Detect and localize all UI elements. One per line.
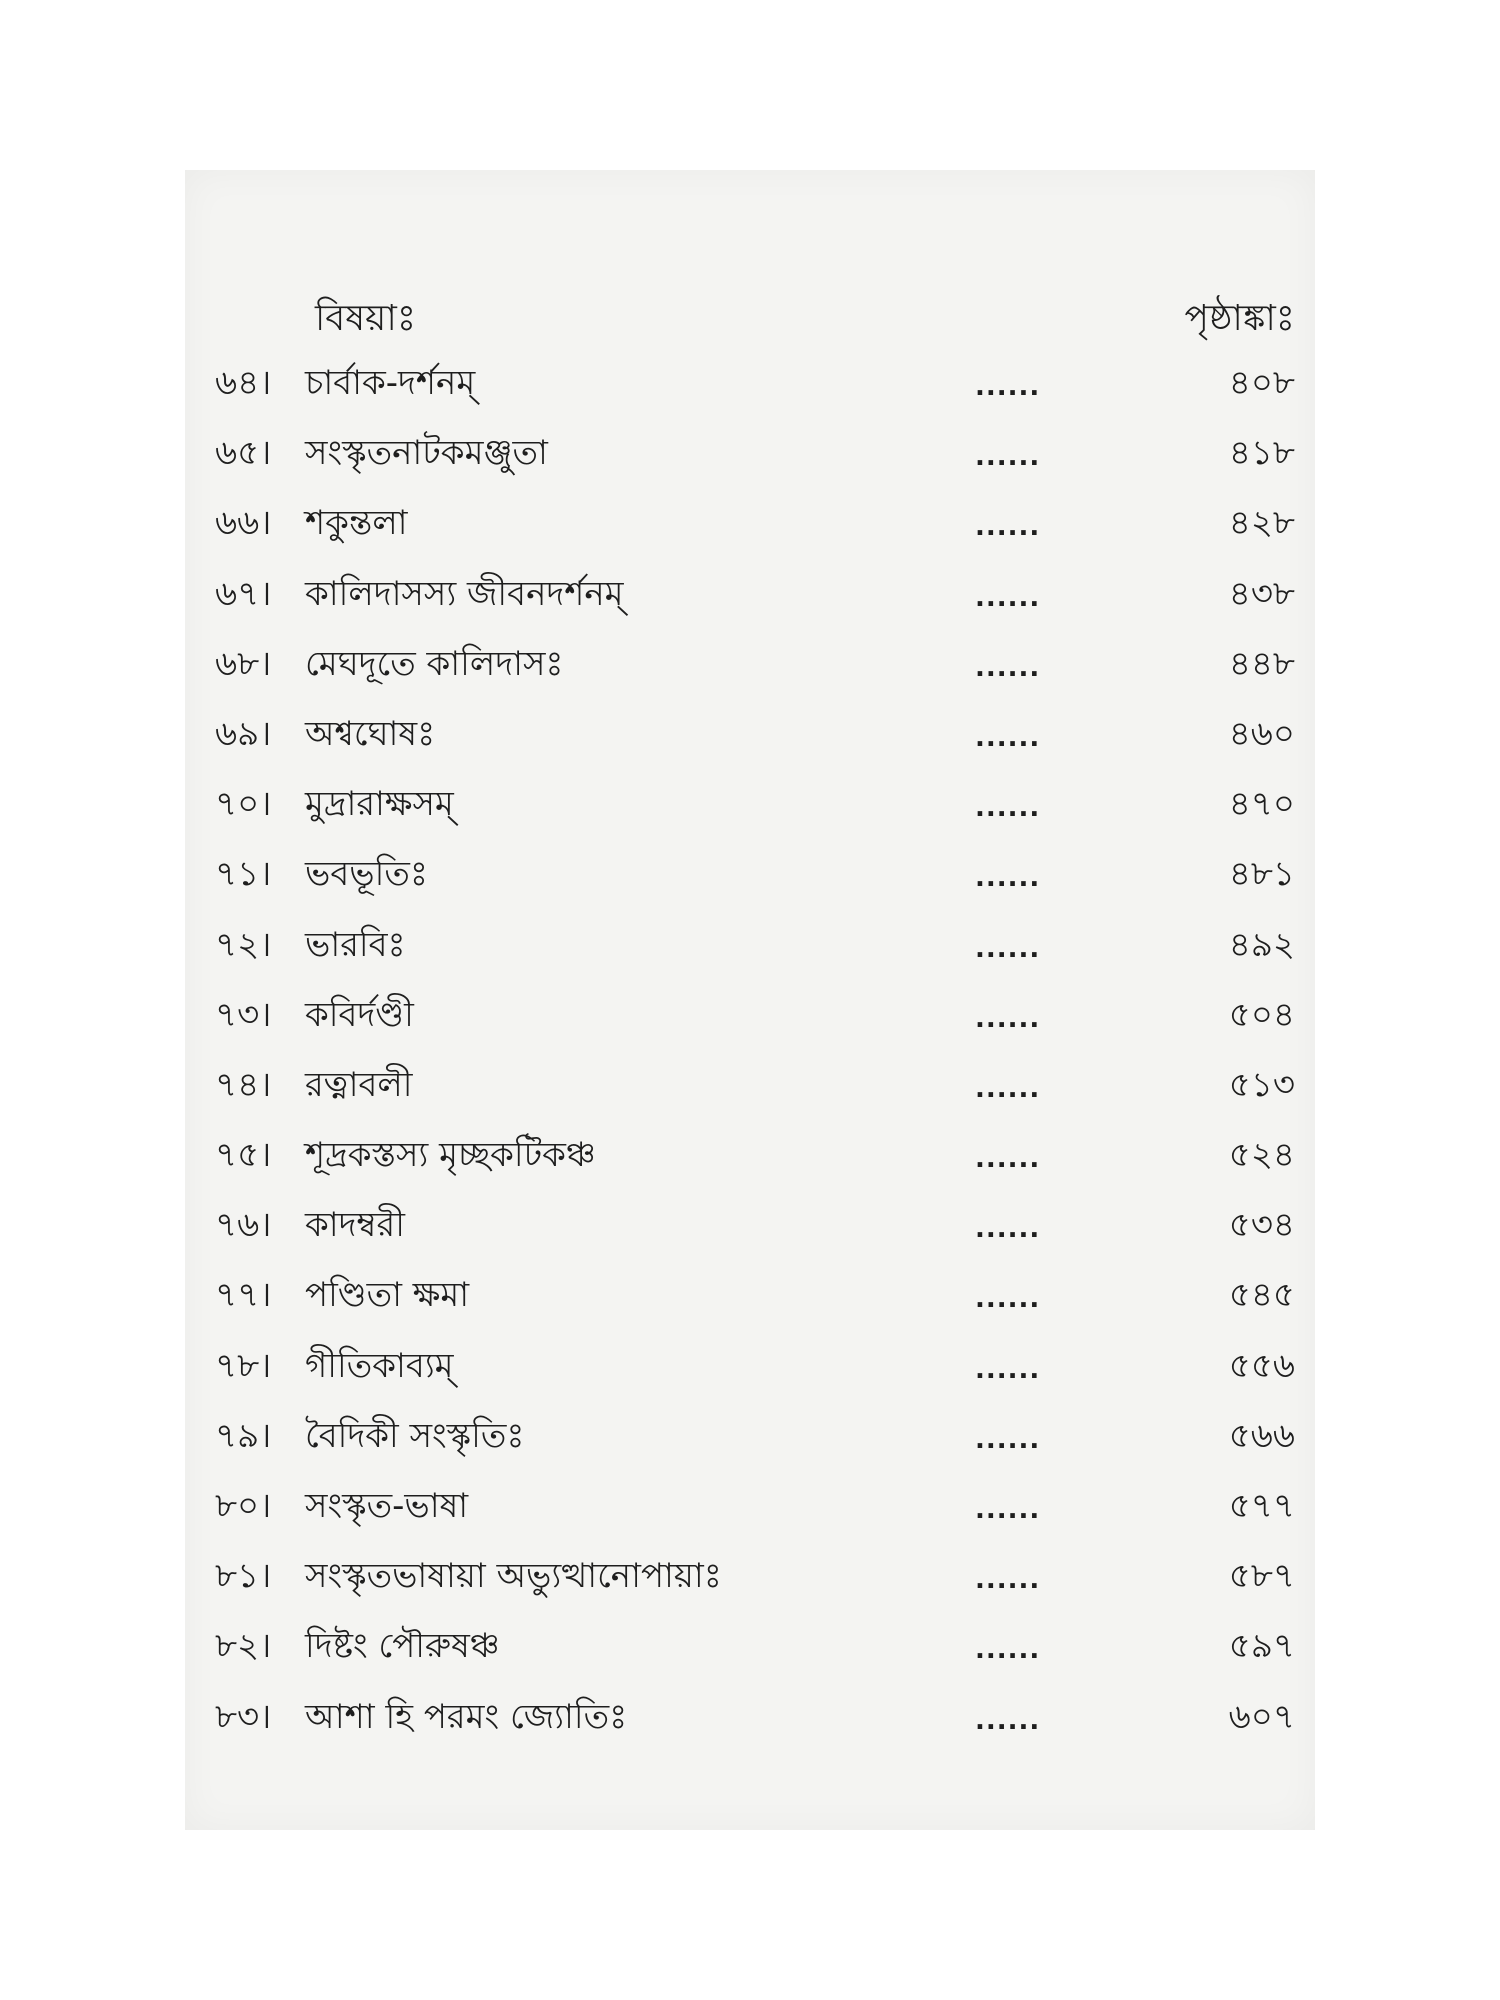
toc-entry xyxy=(215,1050,1295,1120)
entry-page-number: ৪৭০ xyxy=(1228,784,1295,825)
entry-title: চার্বাক-দর্শনম্ xyxy=(305,363,476,403)
entry-leader-dots: ...... xyxy=(975,582,1041,613)
toc-entry xyxy=(215,980,1295,1050)
entry-title: সংস্কৃতভাষায়া অভ্যুত্থানোপায়াঃ xyxy=(305,1556,722,1597)
entry-title: গীতিকাব্যম্ xyxy=(305,1345,454,1386)
entry-number: ৭৬। xyxy=(215,1205,272,1246)
entry-number: ৬৫। xyxy=(215,433,272,474)
toc-entry xyxy=(215,1611,1295,1681)
entry-page-number: ৫১৩ xyxy=(1228,1064,1295,1105)
entry-leader-dots: ...... xyxy=(975,863,1041,894)
table-of-contents xyxy=(215,290,1295,1752)
entry-page-number: ৫৬৬ xyxy=(1228,1415,1295,1456)
entry-leader-dots: ...... xyxy=(975,442,1041,473)
entry-leader-dots: ...... xyxy=(975,1073,1041,1104)
entry-title: ভবভূতিঃ xyxy=(305,854,428,895)
toc-entry xyxy=(215,1541,1295,1611)
toc-entry xyxy=(215,1471,1295,1541)
entry-title: সংস্কৃতনাটকমঞ্জুতা xyxy=(305,433,548,474)
toc-entry xyxy=(215,348,1295,418)
entry-title: রত্নাবলী xyxy=(305,1064,413,1105)
entry-leader-dots: ...... xyxy=(975,1495,1041,1525)
entry-page-number: ৪৬০ xyxy=(1228,713,1295,754)
entry-page-number: ৫৭৭ xyxy=(1228,1486,1295,1526)
entry-title: আশা হি পরমং জ্যোতিঃ xyxy=(305,1696,628,1737)
entry-leader-dots: ...... xyxy=(975,933,1041,964)
entry-page-number: ৫৮৭ xyxy=(1228,1556,1295,1597)
entry-leader-dots: ...... xyxy=(975,512,1041,543)
entry-leader-dots: ...... xyxy=(975,1003,1041,1034)
entry-number: ৮০। xyxy=(215,1486,272,1526)
entry-title: দিষ্টং পৌরুষঞ্চ xyxy=(305,1626,500,1667)
entry-number: ৬৭। xyxy=(215,573,272,614)
toc-entry xyxy=(215,699,1295,769)
entry-title: পণ্ডিতা ক্ষমা xyxy=(305,1275,470,1316)
toc-entry xyxy=(215,1120,1295,1190)
entry-page-number: ৫৯৭ xyxy=(1228,1626,1295,1667)
entry-number: ৬৮। xyxy=(215,643,272,684)
entry-page-number: ৫৩৪ xyxy=(1228,1205,1295,1246)
toc-entry xyxy=(215,1331,1295,1401)
entry-leader-dots: ...... xyxy=(975,722,1041,753)
toc-entry xyxy=(215,910,1295,980)
toc-entry xyxy=(215,1401,1295,1471)
entry-number: ৮২। xyxy=(215,1626,272,1667)
entry-title: মুদ্রারাক্ষসম্ xyxy=(305,784,454,825)
entry-number: ৬৯। xyxy=(215,713,272,754)
entry-page-number: ৪৯২ xyxy=(1228,924,1295,965)
entry-number: ৮৩। xyxy=(215,1696,272,1737)
toc-header xyxy=(215,290,1295,348)
entry-number: ৬৪। xyxy=(215,363,272,403)
entry-title: বৈদিকী সংস্কৃতিঃ xyxy=(305,1415,525,1456)
toc-entry xyxy=(215,769,1295,839)
entry-page-number: ৫৫৬ xyxy=(1228,1345,1295,1386)
topic-column-heading: বিষয়াঃ xyxy=(315,298,417,339)
entry-leader-dots: ...... xyxy=(975,793,1041,824)
entry-title: কবির্দণ্ডী xyxy=(305,994,414,1035)
entry-page-number: ৪২৮ xyxy=(1228,503,1295,544)
page-column-heading: পৃষ্ঠাঙ্কাঃ xyxy=(1184,298,1295,339)
entry-leader-dots: ...... xyxy=(975,1424,1041,1455)
toc-entry xyxy=(215,488,1295,558)
entry-title: শকুন্তলা xyxy=(305,503,408,544)
entry-number: ৭৮। xyxy=(215,1345,272,1386)
entry-leader-dots: ...... xyxy=(975,1284,1041,1315)
entry-leader-dots: ...... xyxy=(975,1214,1041,1245)
entry-page-number: ৫৪৫ xyxy=(1228,1275,1295,1316)
entry-page-number: ৪৮১ xyxy=(1228,854,1295,895)
entry-page-number: ৪৪৮ xyxy=(1228,643,1295,684)
entry-number: ৭০। xyxy=(215,784,272,825)
entry-leader-dots: ...... xyxy=(975,1635,1041,1666)
entry-leader-dots: ...... xyxy=(975,1565,1041,1596)
entry-page-number: ৪১৮ xyxy=(1228,433,1295,474)
toc-entry xyxy=(215,629,1295,699)
entry-title: সংস্কৃত-ভাষা xyxy=(305,1486,469,1526)
entry-number: ৭৯। xyxy=(215,1415,272,1456)
entry-number: ৭৭। xyxy=(215,1275,272,1316)
entry-page-number: ৫২৪ xyxy=(1228,1135,1295,1176)
entry-leader-dots: ...... xyxy=(975,652,1041,683)
entry-leader-dots: ...... xyxy=(975,1354,1041,1385)
toc-entry xyxy=(215,1260,1295,1330)
entry-title: শূদ্রকস্তস্য মৃচ্ছকটিকঞ্চ xyxy=(305,1135,596,1176)
entry-page-number: ৪০৮ xyxy=(1228,363,1295,403)
entry-page-number: ৬০৭ xyxy=(1228,1696,1295,1737)
entry-number: ৭৩। xyxy=(215,994,272,1035)
entry-page-number: ৫০৪ xyxy=(1228,994,1295,1035)
entry-leader-dots: ...... xyxy=(975,1705,1041,1736)
entry-title: অশ্বঘোষঃ xyxy=(305,713,436,754)
entry-number: ৭৪। xyxy=(215,1064,272,1105)
entry-title: কালিদাসস্য জীবনদর্শনম্ xyxy=(305,573,624,614)
toc-entry xyxy=(215,1682,1295,1752)
entry-number: ৭১। xyxy=(215,854,272,895)
toc-entry xyxy=(215,1190,1295,1260)
entry-leader-dots: ...... xyxy=(975,1144,1041,1175)
entry-number: ৮১। xyxy=(215,1556,272,1597)
toc-entry xyxy=(215,839,1295,909)
entry-leader-dots: ...... xyxy=(975,372,1041,402)
entry-title: মেঘদূতে কালিদাসঃ xyxy=(305,643,564,684)
entry-number: ৬৬। xyxy=(215,503,272,544)
toc-entry xyxy=(215,418,1295,488)
entry-number: ৭২। xyxy=(215,924,272,965)
entry-title: ভারবিঃ xyxy=(305,924,406,965)
entry-title: কাদম্বরী xyxy=(305,1205,405,1246)
entry-page-number: ৪৩৮ xyxy=(1228,573,1295,614)
entry-number: ৭৫। xyxy=(215,1135,272,1176)
toc-entry xyxy=(215,559,1295,629)
